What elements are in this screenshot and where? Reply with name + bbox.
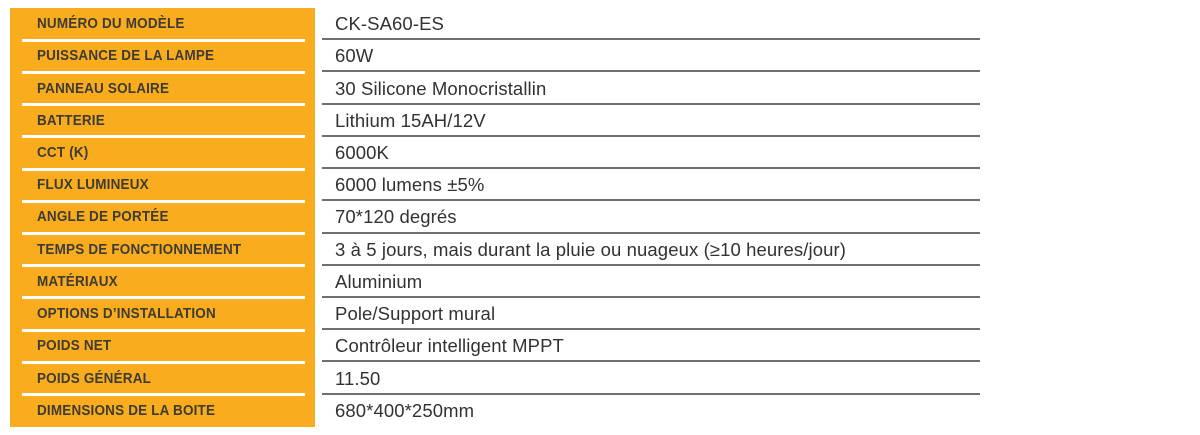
spec-value-cell xyxy=(322,362,980,394)
spec-value-cell xyxy=(322,298,980,330)
spec-value: 680*400*250mm xyxy=(335,399,475,421)
spec-row xyxy=(10,266,980,298)
spec-value-cell xyxy=(322,234,980,266)
spec-value: Pole/Support mural xyxy=(335,303,496,325)
spec-value-cell xyxy=(322,266,980,298)
spec-value-cell xyxy=(322,395,980,427)
spec-row xyxy=(10,201,980,233)
spec-value-cell xyxy=(322,72,980,104)
spec-label: ANGLE DE PORTÉE xyxy=(37,209,169,226)
spec-value: 3 à 5 jours, mais durant la pluie ou nuageux (≥10 heures/jour) xyxy=(335,238,847,260)
spec-value-cell xyxy=(322,40,980,72)
spec-row xyxy=(10,395,980,427)
spec-label-cell xyxy=(10,395,315,427)
spec-value: 70*120 degrés xyxy=(335,206,457,228)
row-divider-left xyxy=(22,168,305,171)
spec-label: NUMÉRO DU MODÈLE xyxy=(37,16,185,33)
spec-value-cell xyxy=(322,169,980,201)
spec-label-cell xyxy=(10,137,315,169)
spec-label: OPTIONS D’INSTALLATION xyxy=(37,306,216,323)
spec-value-cell xyxy=(322,105,980,137)
spec-label: POIDS NET xyxy=(37,338,112,355)
spec-row xyxy=(10,234,980,266)
spec-label-cell xyxy=(10,40,315,72)
spec-label: PUISSANCE DE LA LAMPE xyxy=(37,48,215,65)
spec-label: MATÉRIAUX xyxy=(37,273,118,290)
spec-row xyxy=(10,8,980,40)
spec-row xyxy=(10,105,980,137)
spec-label-cell xyxy=(10,234,315,266)
column-gap xyxy=(315,362,322,394)
column-gap xyxy=(315,40,322,72)
spec-label-cell xyxy=(10,72,315,104)
column-gap xyxy=(315,234,322,266)
spec-label-cell xyxy=(10,8,315,40)
spec-value-cell xyxy=(322,201,980,233)
spec-label-cell xyxy=(10,266,315,298)
spec-value: 11.50 xyxy=(335,367,381,389)
spec-label: PANNEAU SOLAIRE xyxy=(37,80,170,97)
spec-label: TEMPS DE FONCTIONNEMENT xyxy=(37,241,242,258)
row-divider-left xyxy=(22,71,305,74)
spec-value-cell xyxy=(322,137,980,169)
spec-value-cell xyxy=(322,8,980,40)
spec-label-cell xyxy=(10,105,315,137)
column-gap xyxy=(315,169,322,201)
spec-value: 6000 lumens ±5% xyxy=(335,174,485,196)
spec-row xyxy=(10,362,980,394)
spec-label: POIDS GÉNÉRAL xyxy=(37,370,152,387)
row-divider-left xyxy=(22,393,305,396)
spec-row xyxy=(10,40,980,72)
spec-label: CCT (K) xyxy=(37,144,89,161)
spec-row xyxy=(10,72,980,104)
row-divider-left xyxy=(22,329,305,332)
row-divider-left xyxy=(22,361,305,364)
spec-row xyxy=(10,137,980,169)
spec-label: BATTERIE xyxy=(37,112,105,129)
spec-value: Contrôleur intelligent MPPT xyxy=(335,335,564,357)
row-divider-left xyxy=(22,135,305,138)
spec-value: Aluminium xyxy=(335,270,423,292)
spec-label-cell xyxy=(10,169,315,201)
row-divider-left xyxy=(22,103,305,106)
spec-label-cell xyxy=(10,201,315,233)
column-gap xyxy=(315,201,322,233)
spec-row xyxy=(10,298,980,330)
spec-label: DIMENSIONS DE LA BOITE xyxy=(37,402,216,419)
spec-value: 60W xyxy=(335,45,374,67)
spec-table xyxy=(10,8,980,427)
spec-value-cell xyxy=(322,330,980,362)
column-gap xyxy=(315,8,322,40)
column-gap xyxy=(315,105,322,137)
column-gap xyxy=(315,137,322,169)
spec-value: 30 Silicone Monocristallin xyxy=(335,77,547,99)
spec-label: FLUX LUMINEUX xyxy=(37,177,149,194)
spec-label-cell xyxy=(10,362,315,394)
spec-label-cell xyxy=(10,330,315,362)
row-divider-left xyxy=(22,232,305,235)
spec-value: Lithium 15AH/12V xyxy=(335,109,486,131)
column-gap xyxy=(315,298,322,330)
row-divider-left xyxy=(22,296,305,299)
spec-label-cell xyxy=(10,298,315,330)
row-divider-left xyxy=(22,264,305,267)
spec-value: 6000K xyxy=(335,141,389,163)
column-gap xyxy=(315,330,322,362)
spec-row xyxy=(10,169,980,201)
spec-value: CK-SA60-ES xyxy=(335,13,444,35)
row-divider-left xyxy=(22,39,305,42)
row-divider-left xyxy=(22,200,305,203)
column-gap xyxy=(315,72,322,104)
column-gap xyxy=(315,395,322,427)
column-gap xyxy=(315,266,322,298)
spec-row xyxy=(10,330,980,362)
